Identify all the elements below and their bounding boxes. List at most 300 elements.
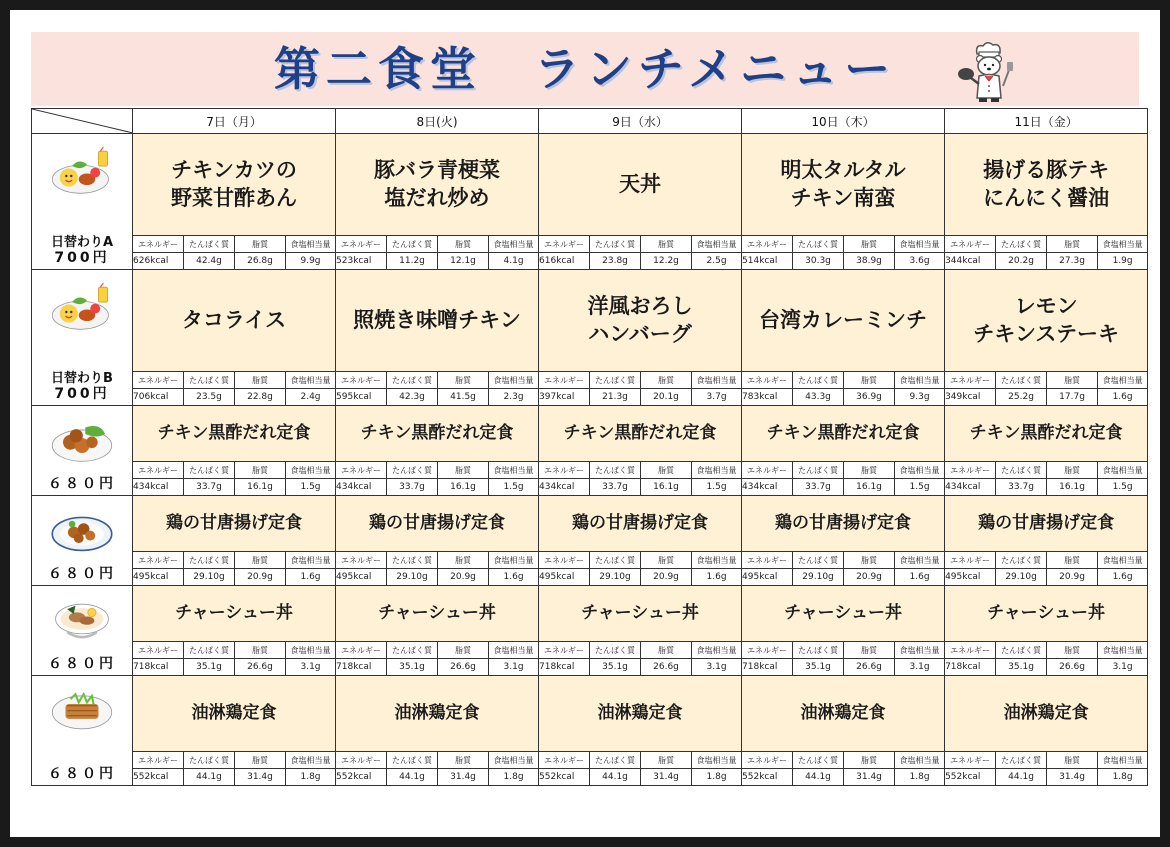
nutrient-value: 21.3g: [590, 389, 641, 406]
nutrient-header: たんぱく質: [184, 236, 235, 253]
nutrient-header: エネルギー: [539, 372, 590, 389]
dish-name-line: チキン黒酢だれ定食: [157, 423, 311, 444]
nutrient-header: 脂質: [641, 552, 692, 569]
nutrient-value: 12.1g: [438, 253, 489, 270]
nutrient-header: 脂質: [438, 462, 489, 479]
nutrient-value: 36.9g: [844, 389, 895, 406]
nutrient-value: 35.1g: [996, 659, 1047, 676]
nutrient-header: 食塩相当量: [1098, 372, 1148, 389]
nutrient-header: 食塩相当量: [692, 642, 742, 659]
dish-name-line: 油淋鶏定食: [800, 703, 886, 724]
nutrient-header: たんぱく質: [387, 372, 438, 389]
nutrient-value: 35.1g: [590, 659, 641, 676]
nutrient-value: 2.5g: [692, 253, 742, 270]
nutrient-header: たんぱく質: [996, 752, 1047, 769]
nutrient-value: 1.8g: [286, 769, 336, 786]
nutrient-header: 脂質: [1047, 236, 1098, 253]
dish-name-line: にんにく醤油: [983, 185, 1110, 210]
nutrient-value: 20.2g: [996, 253, 1047, 270]
dish-name-line: 油淋鶏定食: [597, 703, 683, 724]
nutrient-header: 食塩相当量: [489, 642, 539, 659]
nutrient-header: エネルギー: [539, 642, 590, 659]
menu-row-label: [32, 406, 133, 496]
dish-name-line: チャーシュー丼: [784, 603, 902, 624]
dish-name: [742, 270, 945, 372]
nutrient-header: 脂質: [235, 236, 286, 253]
chashu-bowl-icon: [49, 594, 115, 648]
nutrient-value: 33.7g: [996, 479, 1047, 496]
dish-name-line: 天丼: [619, 171, 662, 196]
nutrient-header: 食塩相当量: [692, 752, 742, 769]
nutrient-header: 脂質: [844, 372, 895, 389]
corner-diagonal: [32, 109, 133, 133]
dish-name-line: 照焼き味噌チキン: [353, 307, 521, 332]
nutrient-header: たんぱく質: [793, 552, 844, 569]
row-price: ６８０円: [48, 656, 116, 673]
dish-name-line: 塩だれ炒め: [384, 185, 490, 210]
nutrient-value: 4.1g: [489, 253, 539, 270]
dish-name-line: チキン南蛮: [790, 185, 896, 210]
dish-name: [133, 134, 336, 236]
nutrient-header: 脂質: [1047, 552, 1098, 569]
dish-name-line: 揚げる豚テキ: [983, 158, 1110, 183]
nutrient-header: 食塩相当量: [489, 462, 539, 479]
nutrient-header: エネルギー: [336, 752, 387, 769]
nutrient-value: 41.5g: [438, 389, 489, 406]
nutrient-value: 33.7g: [184, 479, 235, 496]
row-price: ６８０円: [48, 766, 116, 783]
day-header: 7日（月）: [133, 109, 336, 134]
nutrient-value: 43.3g: [793, 389, 844, 406]
nutrient-value: 2.3g: [489, 389, 539, 406]
nutrient-header: 脂質: [1047, 752, 1098, 769]
nutrient-value: 495kcal: [539, 569, 590, 586]
nutrient-value: 1.5g: [692, 479, 742, 496]
chef-bear-icon: [957, 40, 1021, 104]
nutrient-header: 食塩相当量: [286, 236, 336, 253]
nutrient-value: 11.2g: [387, 253, 438, 270]
dish-name-line: タコライス: [181, 307, 287, 332]
row-label-name: 日替わりA: [50, 234, 114, 250]
nutrient-value: 495kcal: [336, 569, 387, 586]
dish-name-line: チャーシュー丼: [378, 603, 496, 624]
nutrient-value: 23.8g: [590, 253, 641, 270]
dish-name-line: 鶏の甘唐揚げ定食: [978, 513, 1115, 534]
dish-name-line: 台湾カレーミンチ: [759, 307, 928, 332]
combo-plate-icon: [49, 282, 115, 336]
nutrient-header: エネルギー: [945, 236, 996, 253]
nutrient-value: 552kcal: [539, 769, 590, 786]
nutrient-header: 食塩相当量: [1098, 462, 1148, 479]
nutrient-header: エネルギー: [539, 552, 590, 569]
row-price: 700円: [54, 386, 110, 403]
yurinchi-plate-icon: [49, 684, 115, 738]
nutrient-header: 脂質: [641, 642, 692, 659]
nutrient-header: 脂質: [641, 752, 692, 769]
dish-name-line: 油淋鶏定食: [1003, 703, 1089, 724]
nutrient-header: 食塩相当量: [286, 462, 336, 479]
dish-name: [742, 676, 945, 752]
nutrient-header: たんぱく質: [590, 642, 641, 659]
dish-name: [133, 586, 336, 642]
nutrient-value: 27.3g: [1047, 253, 1098, 270]
nutrient-value: 16.1g: [641, 479, 692, 496]
nutrient-value: 44.1g: [184, 769, 235, 786]
nutrient-header: たんぱく質: [387, 462, 438, 479]
nutrient-value: 44.1g: [590, 769, 641, 786]
nutrient-header: たんぱく質: [590, 372, 641, 389]
nutrient-header: たんぱく質: [996, 642, 1047, 659]
nutrient-header: 脂質: [844, 462, 895, 479]
nutrient-value: 35.1g: [184, 659, 235, 676]
dish-name: [945, 270, 1148, 372]
nutrient-header: 脂質: [438, 552, 489, 569]
nutrient-value: 33.7g: [387, 479, 438, 496]
nutrient-value: 20.9g: [844, 569, 895, 586]
nutrient-header: たんぱく質: [793, 372, 844, 389]
nutrient-header: 食塩相当量: [692, 552, 742, 569]
dish-name: [539, 676, 742, 752]
nutrient-header: 食塩相当量: [489, 372, 539, 389]
nutrient-value: 1.8g: [1098, 769, 1148, 786]
nutrient-value: 23.5g: [184, 389, 235, 406]
nutrient-header: エネルギー: [945, 752, 996, 769]
nutrient-header: 食塩相当量: [1098, 552, 1148, 569]
nutrient-header: エネルギー: [133, 462, 184, 479]
nutrient-header: エネルギー: [945, 642, 996, 659]
dish-name-line: チキン黒酢だれ定食: [766, 423, 920, 444]
dish-name: [742, 134, 945, 236]
nutrient-value: 495kcal: [945, 569, 996, 586]
nutrient-value: 22.8g: [235, 389, 286, 406]
nutrient-value: 16.1g: [438, 479, 489, 496]
nutrient-value: 26.6g: [1047, 659, 1098, 676]
nutrient-value: 33.7g: [793, 479, 844, 496]
nutrient-header: たんぱく質: [793, 462, 844, 479]
nutrient-header: エネルギー: [742, 642, 793, 659]
nutrient-value: 3.1g: [692, 659, 742, 676]
nutrient-value: 495kcal: [133, 569, 184, 586]
nutrient-header: 食塩相当量: [692, 372, 742, 389]
nutrient-header: エネルギー: [945, 372, 996, 389]
nutrient-value: 718kcal: [336, 659, 387, 676]
nutrient-header: 食塩相当量: [489, 752, 539, 769]
nutrient-header: 脂質: [844, 752, 895, 769]
nutrient-header: たんぱく質: [996, 236, 1047, 253]
nutrient-value: 26.8g: [235, 253, 286, 270]
dish-name: [336, 676, 539, 752]
nutrient-header: 脂質: [1047, 642, 1098, 659]
dish-name: [945, 406, 1148, 462]
nutrient-value: 718kcal: [742, 659, 793, 676]
dish-name: [336, 496, 539, 552]
nutrient-value: 25.2g: [996, 389, 1047, 406]
row-price: ６８０円: [48, 566, 116, 583]
nutrient-value: 26.6g: [641, 659, 692, 676]
nutrient-value: 434kcal: [742, 479, 793, 496]
nutrient-header: 脂質: [641, 462, 692, 479]
nutrient-header: たんぱく質: [996, 462, 1047, 479]
nutrient-value: 718kcal: [539, 659, 590, 676]
nutrient-value: 42.4g: [184, 253, 235, 270]
nutrient-header: エネルギー: [539, 752, 590, 769]
dish-name: [336, 586, 539, 642]
nutrient-header: 食塩相当量: [895, 552, 945, 569]
nutrient-header: たんぱく質: [590, 552, 641, 569]
nutrient-header: 脂質: [438, 752, 489, 769]
nutrient-header: 食塩相当量: [489, 552, 539, 569]
nutrient-header: 食塩相当量: [286, 752, 336, 769]
menu-sheet: [10, 10, 1160, 837]
nutrient-value: 1.6g: [895, 569, 945, 586]
nutrient-header: 食塩相当量: [895, 642, 945, 659]
dish-name-line: 鶏の甘唐揚げ定食: [775, 513, 912, 534]
dish-name-line: チキン黒酢だれ定食: [563, 423, 717, 444]
nutrient-header: エネルギー: [742, 752, 793, 769]
row-label-text: [32, 766, 132, 783]
nutrient-value: 434kcal: [133, 479, 184, 496]
menu-row-label: [32, 676, 133, 786]
dish-name: [539, 134, 742, 236]
nutrient-value: 1.6g: [489, 569, 539, 586]
dish-name: [742, 586, 945, 642]
page-title: 第二食堂 ランチメニュー: [273, 42, 897, 96]
nutrient-header: たんぱく質: [996, 552, 1047, 569]
nutrient-value: 434kcal: [945, 479, 996, 496]
nutrient-value: 44.1g: [387, 769, 438, 786]
nutrient-header: 脂質: [1047, 372, 1098, 389]
nutrient-header: たんぱく質: [184, 372, 235, 389]
combo-plate-icon: [49, 146, 115, 200]
nutrient-value: 31.4g: [1047, 769, 1098, 786]
row-label-text: [32, 566, 132, 583]
nutrient-header: たんぱく質: [184, 462, 235, 479]
dish-name-line: チャーシュー丼: [581, 603, 699, 624]
nutrient-header: 食塩相当量: [895, 462, 945, 479]
dish-name: [945, 586, 1148, 642]
nutrient-value: 16.1g: [844, 479, 895, 496]
nutrient-value: 3.1g: [895, 659, 945, 676]
nutrient-header: エネルギー: [945, 462, 996, 479]
nutrient-value: 26.6g: [235, 659, 286, 676]
nutrient-header: 脂質: [641, 236, 692, 253]
nutrient-header: エネルギー: [336, 372, 387, 389]
nutrient-header: 脂質: [235, 372, 286, 389]
dish-name-line: 鶏の甘唐揚げ定食: [572, 513, 709, 534]
nutrient-header: 食塩相当量: [286, 552, 336, 569]
nutrient-value: 523kcal: [336, 253, 387, 270]
nutrient-header: 脂質: [235, 552, 286, 569]
nutrient-value: 29.10g: [996, 569, 1047, 586]
nutrient-value: 17.7g: [1047, 389, 1098, 406]
nutrient-value: 1.5g: [286, 479, 336, 496]
dish-name: [945, 676, 1148, 752]
nutrient-value: 1.5g: [895, 479, 945, 496]
dish-name: [539, 406, 742, 462]
nutrient-header: 食塩相当量: [895, 236, 945, 253]
nutrient-value: 514kcal: [742, 253, 793, 270]
day-header: 10日（木）: [742, 109, 945, 134]
nutrient-value: 16.1g: [1047, 479, 1098, 496]
dish-name-line: 油淋鶏定食: [191, 703, 277, 724]
dish-name-line: レモン: [1014, 294, 1078, 319]
nutrient-header: エネルギー: [742, 552, 793, 569]
nutrient-header: 食塩相当量: [286, 372, 336, 389]
dish-name: [539, 496, 742, 552]
nutrient-value: 706kcal: [133, 389, 184, 406]
day-header: 8日(火): [336, 109, 539, 134]
nutrient-value: 9.9g: [286, 253, 336, 270]
nutrient-value: 1.6g: [692, 569, 742, 586]
dish-name-line: 鶏の甘唐揚げ定食: [369, 513, 506, 534]
nutrient-header: 食塩相当量: [895, 372, 945, 389]
dish-name-line: チャーシュー丼: [175, 603, 293, 624]
nutrient-value: 1.8g: [895, 769, 945, 786]
nutrient-value: 397kcal: [539, 389, 590, 406]
dish-name-line: チキンカツの: [171, 158, 297, 183]
nutrient-value: 552kcal: [742, 769, 793, 786]
menu-table: [31, 108, 1148, 786]
dish-name: [945, 134, 1148, 236]
fried-chicken-plate-icon: [49, 414, 115, 468]
nutrient-value: 20.1g: [641, 389, 692, 406]
nutrient-value: 26.6g: [438, 659, 489, 676]
nutrient-header: たんぱく質: [184, 552, 235, 569]
nutrient-header: エネルギー: [539, 462, 590, 479]
nutrient-value: 495kcal: [742, 569, 793, 586]
nutrient-header: 食塩相当量: [692, 236, 742, 253]
dish-name: [336, 270, 539, 372]
row-price: 700円: [54, 250, 110, 267]
dish-name-line: チキン黒酢だれ定食: [360, 423, 514, 444]
row-label-text: [32, 235, 132, 267]
nutrient-value: 718kcal: [133, 659, 184, 676]
row-label-text: [32, 371, 132, 403]
day-header: 9日（水）: [539, 109, 742, 134]
nutrient-header: 脂質: [235, 752, 286, 769]
nutrient-header: たんぱく質: [387, 552, 438, 569]
nutrient-value: 344kcal: [945, 253, 996, 270]
nutrient-value: 3.1g: [1098, 659, 1148, 676]
dish-name-line: チキンステーキ: [973, 321, 1119, 346]
dish-name: [539, 586, 742, 642]
dish-name-line: 明太タルタル: [780, 158, 906, 183]
nutrient-header: エネルギー: [133, 752, 184, 769]
nutrient-header: たんぱく質: [184, 642, 235, 659]
nutrient-header: 食塩相当量: [489, 236, 539, 253]
nutrient-value: 3.7g: [692, 389, 742, 406]
day-header: 11日（金）: [945, 109, 1148, 134]
nutrient-header: エネルギー: [945, 552, 996, 569]
dish-name: [945, 496, 1148, 552]
dish-name: [742, 496, 945, 552]
dish-name-line: チャーシュー丼: [987, 603, 1105, 624]
nutrient-value: 552kcal: [336, 769, 387, 786]
nutrient-value: 349kcal: [945, 389, 996, 406]
nutrient-value: 33.7g: [590, 479, 641, 496]
nutrient-header: エネルギー: [336, 462, 387, 479]
nutrient-header: エネルギー: [133, 642, 184, 659]
nutrient-header: エネルギー: [133, 236, 184, 253]
nutrient-header: エネルギー: [742, 236, 793, 253]
nutrient-value: 31.4g: [235, 769, 286, 786]
nutrient-header: 脂質: [844, 236, 895, 253]
dish-name-line: 豚バラ青梗菜: [374, 158, 501, 183]
nutrient-header: 食塩相当量: [1098, 642, 1148, 659]
nutrient-value: 1.8g: [489, 769, 539, 786]
corner-cell: [32, 109, 133, 134]
nutrient-value: 9.3g: [895, 389, 945, 406]
nutrient-value: 552kcal: [133, 769, 184, 786]
nutrient-header: たんぱく質: [793, 642, 844, 659]
nutrient-value: 1.6g: [286, 569, 336, 586]
nutrient-value: 1.8g: [692, 769, 742, 786]
nutrient-value: 31.4g: [438, 769, 489, 786]
dish-name-line: 油淋鶏定食: [394, 703, 480, 724]
nutrient-value: 2.4g: [286, 389, 336, 406]
nutrient-value: 3.1g: [489, 659, 539, 676]
nutrient-header: 脂質: [844, 552, 895, 569]
nutrient-header: たんぱく質: [590, 752, 641, 769]
nutrient-header: 脂質: [438, 372, 489, 389]
dish-name-line: 洋風おろし: [587, 294, 693, 319]
nutrient-value: 31.4g: [844, 769, 895, 786]
nutrient-header: 脂質: [641, 372, 692, 389]
nutrient-value: 42.3g: [387, 389, 438, 406]
nutrient-header: エネルギー: [133, 372, 184, 389]
nutrient-value: 29.10g: [590, 569, 641, 586]
nutrient-value: 44.1g: [996, 769, 1047, 786]
nutrient-header: たんぱく質: [387, 642, 438, 659]
nutrient-header: エネルギー: [336, 236, 387, 253]
nutrient-value: 595kcal: [336, 389, 387, 406]
nutrient-value: 30.3g: [793, 253, 844, 270]
nutrient-value: 29.10g: [184, 569, 235, 586]
nutrient-header: 脂質: [844, 642, 895, 659]
dish-name: [539, 270, 742, 372]
dish-name: [336, 134, 539, 236]
nutrient-value: 718kcal: [945, 659, 996, 676]
dish-name: [336, 406, 539, 462]
dish-name-line: ハンバーグ: [588, 321, 692, 346]
nutrient-header: 脂質: [1047, 462, 1098, 479]
menu-row-label: [32, 586, 133, 676]
nutrient-value: 616kcal: [539, 253, 590, 270]
nutrient-header: エネルギー: [539, 236, 590, 253]
nutrient-header: たんぱく質: [793, 236, 844, 253]
menu-row-label: [32, 496, 133, 586]
row-label-text: [32, 476, 132, 493]
title-banner: [31, 32, 1139, 106]
nutrient-value: 20.9g: [235, 569, 286, 586]
nutrient-header: エネルギー: [742, 462, 793, 479]
dish-name: [133, 406, 336, 462]
nutrient-value: 434kcal: [336, 479, 387, 496]
nutrient-header: たんぱく質: [793, 752, 844, 769]
dish-name-line: 野菜甘酢あん: [171, 185, 297, 210]
nutrient-value: 38.9g: [844, 253, 895, 270]
row-label-text: [32, 656, 132, 673]
nutrient-header: たんぱく質: [996, 372, 1047, 389]
nutrient-value: 35.1g: [387, 659, 438, 676]
nutrient-value: 434kcal: [539, 479, 590, 496]
nutrient-value: 35.1g: [793, 659, 844, 676]
nutrient-value: 1.5g: [1098, 479, 1148, 496]
nutrient-header: 食塩相当量: [1098, 236, 1148, 253]
nutrient-header: たんぱく質: [590, 236, 641, 253]
nutrient-header: 脂質: [235, 642, 286, 659]
nutrient-value: 552kcal: [945, 769, 996, 786]
